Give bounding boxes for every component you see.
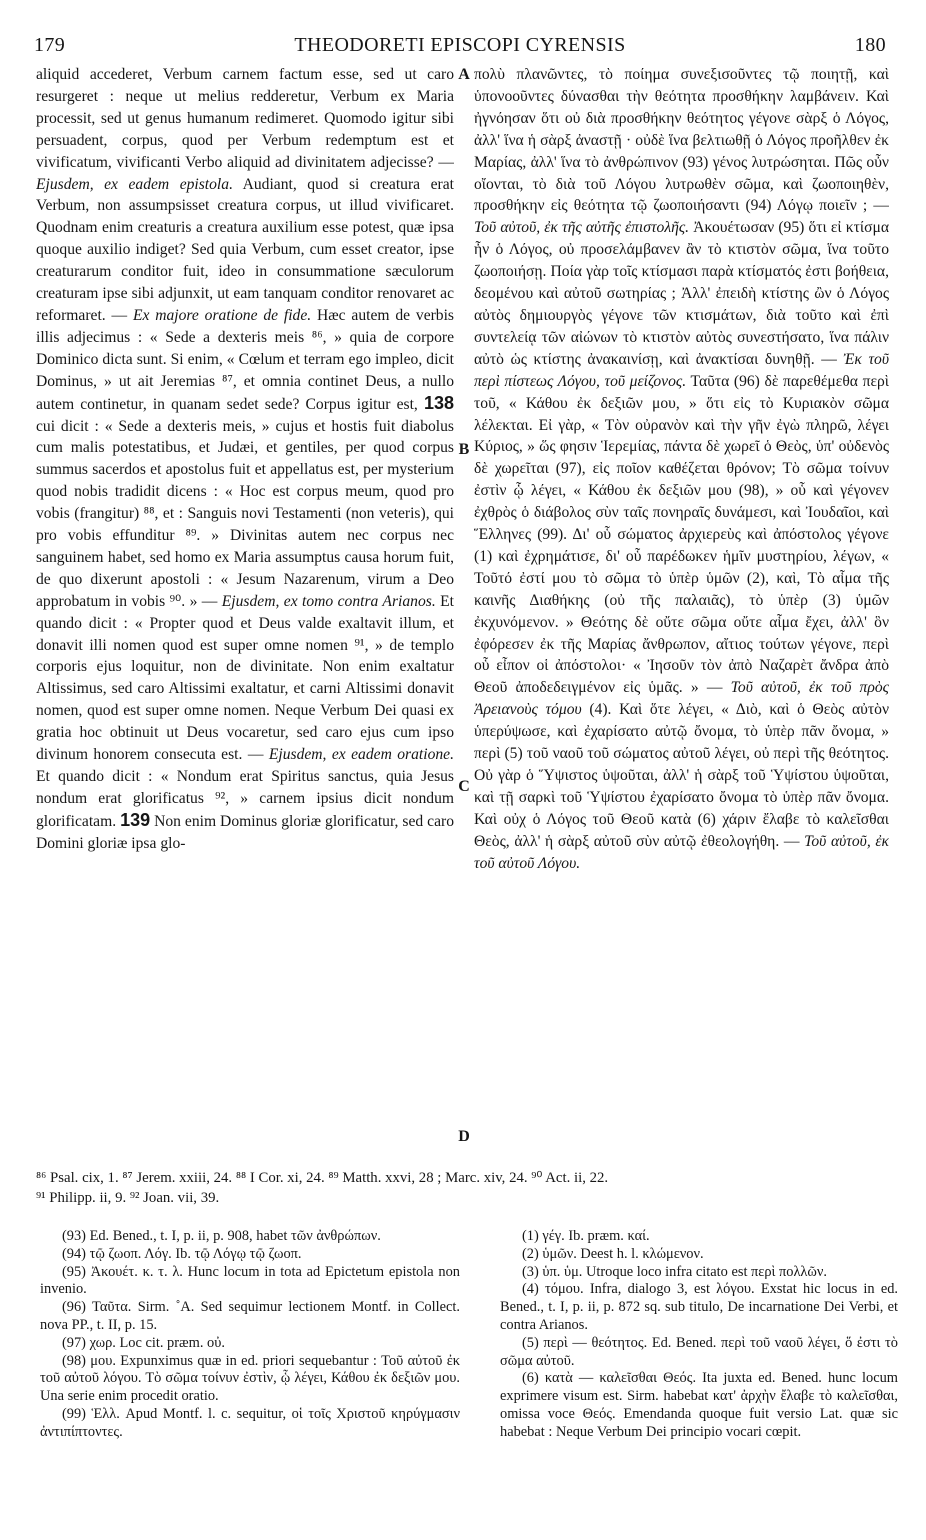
footnote: (1) γέγ. Ib. præm. καί. — [522, 1228, 650, 1244]
greek-segment: πολὺ πλανῶντες, τὸ ποίημα συνεξισοῦντες τῷ ποιητῇ, καὶ ὑπονοοῦντες δύνασθαι τὴν θεότητα προσθήκην λαμβάνειν. Καὶ ἠγνόησαν ὅτι οὐ διὰ προσθήκην θεότητος γέγονε σὰρξ ὁ Λόγος, ἀλλ' ἵνα ἡ σὰρξ ἀναστῇ · οὐδὲ ἵνα βελτιωθῇ ὁ Λόγος προῆλθεν ἐκ Μαρίας, ἀλλ' ἵνα τὸ ἀνθρώπινον (93) γένος λυτρώσηται. Πῶς οὖν οἴονται, τὸ διὰ τοῦ Λόγου λυτρωθὲν σῶμα, καὶ ζωοποιηθὲν, προσθήκην εἰς θεότητα τῷ ζωοποιήσαντι (94) Λόγῳ ποιεῖν ; — — [474, 66, 889, 215]
latin-segment: Et quando dicit : « Nondum erat Spiritus sanctus, quia Jesus nondum erat glorificatus ⁹², » carnem ipsius dicit nondum glorificatam. — [36, 768, 454, 830]
section-marker-a: A — [458, 66, 470, 83]
footnote: (95) Ἀκουέτ. κ. τ. λ. Hunc locum in tota ad Epictetum epistola non invenio. — [40, 1263, 460, 1298]
latin-source-citation: Ejusdem, ex eadem epistola. — [36, 175, 233, 193]
footnote: (98) μου. Expunximus quæ in ed. priori sequebantur : Τοῦ αὐτοῦ ἐκ τοῦ αὐτοῦ λόγου. Τὸ σῶμα τοίνυν ἐστὶν, ᾧ λέγει, Κάθου ἐκ δεξιῶν μου. Una serie enim procedit oratio. — [40, 1352, 460, 1405]
latin-segment: cui dicit : « Sede a dexteris meis, » cujus et hostis fuit diabolus cum malis potestatibus, et Judæi, et gentiles, per quod corpus summus sacerdos et apostolus fuit et appellatus est, per mysterium quod nobis tradidit dicens : « Hoc est corpus meum, quod pro vobis (frangitur) ⁸⁸, et : Sanguis novi Testamenti (non veteris), qui pro vobis effunditur ⁸⁹. » Divinitas autem nec corpus nec sanguinem habet, sed homo ex Maria assumptus causa horum fuit, de quo dixerunt apostoli : « Jesum Nazarenum, virum a Deo approbatum in vobis ⁹⁰. » — — [36, 417, 454, 610]
page-number-right: 180 — [854, 34, 886, 56]
greek-source-citation: Τοῦ αὐτοῦ, ἐκ τοῦ αὐτοῦ Λόγου. — [474, 832, 889, 872]
footnote: (6) κατὰ — καλεῖσθαι Θεός. Ita juxta ed. Bened. hunc locum exprimere visum est. Sirm. habebat κατ' ἀρχὴν ἔλαβε τὸ καλεῖσθαι, omissa voce Θεός. Emendanda quoque fuit versio Lat. quæ sic habebat : Neque Verbum Dei principio vocari cœpit. — [500, 1370, 898, 1440]
footnote: (96) Ταῦτα. Sirm. ˚A. Sed sequimur lectionem Montf. in Collect. nova PP., t. II, p. 15. — [40, 1299, 460, 1333]
footnotes-left — [40, 1228, 460, 1518]
scripture-reference-line: ⁸⁶ Psal. cix, 1. ⁸⁷ Jerem. xxiii, 24. ⁸⁸ I Cor. xi, 24. ⁸⁹ Matth. xxvi, 28 ; Marc. xiv, 24. ⁹⁰ Act. ii, 22. — [36, 1170, 609, 1186]
latin-text — [36, 64, 454, 855]
footnote: (97) χωρ. Loc cit. præm. οὐ. — [62, 1334, 225, 1351]
latin-column — [36, 64, 454, 1184]
greek-text — [474, 64, 889, 875]
running-head — [34, 34, 886, 60]
footnote: (3) ὑπ. ὑμ. Utroque loco infra citato est περὶ πολλῶν. — [522, 1263, 827, 1280]
footnotes-right — [500, 1228, 898, 1518]
greek-column — [474, 64, 889, 1184]
running-title: THEODORETI EPISCOPI CYRENSIS — [294, 34, 626, 56]
latin-segment: Non enim Dominus gloriæ glorificatur, sed caro Domini gloriæ ipsa glo- — [36, 812, 454, 852]
footnote: (99) Ἑλλ. Apud Montf. l. c. sequitur, οἱ τοῖς Χριστοῦ κηρύγμασιν ἀντιπίπτοντες. — [40, 1405, 460, 1440]
footnote: (5) περὶ — θεότητος. Ed. Bened. περὶ τοῦ ναοῦ λέγει, ὅ ἐστι τὸ σῶμα αὐτοῦ. — [500, 1334, 898, 1369]
latin-source-citation: Ejusdem, ex tomo contra Arianos. — [221, 592, 436, 610]
footnote: (4) τόμου. Infra, dialogo 3, est λόγου. Exstat hic locus in ed. Bened., t. I, p. ii, p. 872 sq. sub titulo, De incarnatione Dei Verbi, et contra Arianos. — [500, 1281, 898, 1333]
footnote: (94) τῷ ζωοπ. Λόγ. Ib. τῷ Λόγῳ τῷ ζωοπ. — [62, 1245, 302, 1262]
column-number: 139 — [120, 809, 151, 830]
latin-segment: Hæc autem de verbis illis adjecimus : « Sede a dexteris meis ⁸⁶, » quia de corpore Dominico dicta sunt. Si enim, « Cœlum et terram ego impleo, dicit Dominus, » ut ait Jeremias ⁸⁷, et omnia continet Deus, a nullo autem continetur, in quanam sedet sede? Corpus igitur est, — [36, 306, 454, 413]
section-marker-b: B — [458, 441, 470, 458]
greek-segment: Ταῦτα (96) δὲ παρεθέμεθα περὶ τοῦ, « Κάθου ἐκ δεξιῶν μου, » ὅτι εἰς τὸ Κυριακὸν σῶμα λέλεκται. Εἰ γὰρ, « Τὸν οὐρανὸν καὶ τὴν γῆν ἐγὼ πληρῶ, λέγει Κύριος, » ὥς φησιν Ἱερεμίας, πάντα δὲ χωρεῖ ὁ Θεὸς, ὑπ' οὐδενὸς δὲ χωρεῖται (97), εἰς ποῖον καθέζεται θρόνον; Τὸ σῶμα τοίνυν ἐστὶν ᾧ λέγει, « Κάθου ἐκ δεξιῶν μου (98), » οὗ καὶ γέγονεν ἐχθρὸς ὁ διάβολος σὺν ταῖς πονηραῖς δυνάμεσι, καὶ Ἰουδαῖοι, καὶ Ἕλληνες (99). Δι' οὗ σώματος ἀρχιερεὺς καὶ ἀπόστολος γέγονε (1) καὶ ἐχρημάτισε, δι' οὗ παρέδωκεν ἡμῖν μυστηρίου, λέγων, « Τοῦτό ἐστί μου τὸ σῶμα τὸ ὑπὲρ ὑμῶν (2), καὶ, Τὸ αἷμα τῆς καινῆς Διαθήκης (οὐ τῆς παλαιᾶς), τὸ ὑπὲρ (3) ὑμῶν ἐκχυνόμενον. » Θεότης δὲ οὔτε σῶμα οὔτε αἷμα ἔχει, ἀλλ' ὃν ἐφόρεσεν ἐκ τῆς Μαρίας ἄνθρωπον, αἴτιος τούτων γέγονε, περὶ οὗ εἶπον οἱ ἀπόστολοι· « Ἰησοῦν τὸν ἀπὸ Ναζαρὲτ ἄνδρα ἀπὸ Θεοῦ ἀποδεδειγμένον εἰς ὑμᾶς. » — — [474, 372, 889, 697]
latin-segment: Audiant, quod si creatura erat Verbum, non assumpsisset creatura corpus, ut illud vivificaret. Quodnam enim creaturis a creatura auxilium esse potest, quæ ipsa quoque auxilio indiget? Sed quia Verbum, cum esset creator, ipse creaturarum conditor fuit, ideo in consummatione sæculorum creaturam ipse sibi adjunxit, ut eam tanquam conditor renovaret ac reformaret. — — [36, 175, 454, 324]
section-marker-d: D — [458, 1128, 470, 1145]
greek-segment: Ἀκουέτωσαν (95) ὅτι εἰ κτίσμα ἦν ὁ Λόγος, οὐ προσελάμβανεν ἂν τὸ κτιστὸν σῶμα, ἵνα τοῦτο ζωοποιήσῃ. Ποία γὰρ τοῖς κτίσμασι παρὰ κτίσματός ἐστι βοήθεια, δεομένου καὶ αὐτοῦ σωτηρίας ; Ἀλλ' ἐπειδὴ κτίστης ὢν ὁ Λόγος αὐτὸς δημιουργὸς γέγονε τῶν κτισμάτων, διὰ τοῦτο καὶ ἐπὶ συντελείᾳ τῶν αἰώνων τὸ κτιστὸν αὐτὸς συνεστήσατο, ἵνα πάλιν αὐτὸ ὡς κτίστης ἀνακαινίσῃ, καὶ ἀνακτίσαι δυνηθῇ. — — [474, 219, 889, 368]
greek-segment: (4). Καὶ ὅτε λέγει, « Διὸ, καὶ ὁ Θεὸς αὐτὸν ὑπερύψωσε, καὶ ἐχαρίσατο αὐτῷ ὄνομα, τὸ ὑπὲρ πᾶν ὄνομα, » περὶ (5) τοῦ ναοῦ τοῦ σώματος αὐτοῦ λέγει, οὐ περὶ τῆς θεότητος. Οὐ γὰρ ὁ Ὕψιστος ὑψοῦται, ἀλλ' ἡ σὰρξ τοῦ Ὑψίστου ὑψοῦται, καὶ τῇ σαρκὶ τοῦ Ὑψίστου ἐχαρίσατο ὄνομα τὸ ὑπὲρ πᾶν ὄνομα. Καὶ οὐχ ὁ Λόγος τοῦ Θεοῦ κατὰ (6) χάριν ἔλαβε τὸ καλεῖσθαι Θεὸς, ἀλλ' ἡ σὰρξ αὐτοῦ σὺν αὐτῷ ἐθεολογήθη. — — [474, 701, 889, 850]
greek-source-citation: Ἐκ τοῦ περὶ πίστεως Λόγου, τοῦ μείζονος. — [474, 350, 889, 390]
latin-source-citation: Ex majore oratione de fide. — [132, 306, 312, 324]
latin-segment: aliquid accederet, Verbum carnem factum esse, sed ut caro resurgeret : neque ut melius redderetur, Verbum ex Maria processit, sed ut genus humanum redimeret. Quomodo igitur sibi persuadent, corpus, quod per Verbum redemptum est et vivificatum, vivificanti Verbo aliquid ad divinitatem adjecisse? — — [36, 66, 454, 171]
scripture-references — [36, 1168, 896, 1208]
greek-source-citation: Τοῦ αὐτοῦ, ἐκ τῆς αὐτῆς ἐπιστολῆς. — [474, 219, 690, 237]
section-marker-c: C — [458, 778, 470, 795]
column-number: 138 — [423, 392, 454, 413]
page-number-left: 179 — [34, 34, 66, 56]
latin-segment: Et quando dicit : « Propter quod et Deus valde exaltavit illum, et donavit illi nomen quod est super omne nomen ⁹¹, » de templo corporis ejus loquitur, non de divinitate. Non enim exaltatur Altissimus, sed caro Altissimi exaltatur, et carni Altissimi donavit nomen, quod est super omne nomen. Neque Verbum Dei quasi ex gratia hoc obtinuit ut Deus vocaretur, sed caro ejus cum ipso divinum honorem consecuta est. — — [36, 592, 454, 764]
footnote: (93) Ed. Bened., t. I, p. ii, p. 908, habet τῶν ἀνθρώπων. — [62, 1228, 381, 1244]
greek-source-citation: Τοῦ αὐτοῦ, ἐκ τοῦ πρὸς Ἀρειανοὺς τόμου — [474, 679, 889, 719]
footnote: (2) ὑμῶν. Deest h. l. κλώμενον. — [522, 1245, 704, 1262]
scripture-reference-line: ⁹¹ Philipp. ii, 9. ⁹² Joan. vii, 39. — [36, 1190, 220, 1206]
latin-source-citation: Ejusdem, ex eadem oratione. — [268, 746, 454, 764]
